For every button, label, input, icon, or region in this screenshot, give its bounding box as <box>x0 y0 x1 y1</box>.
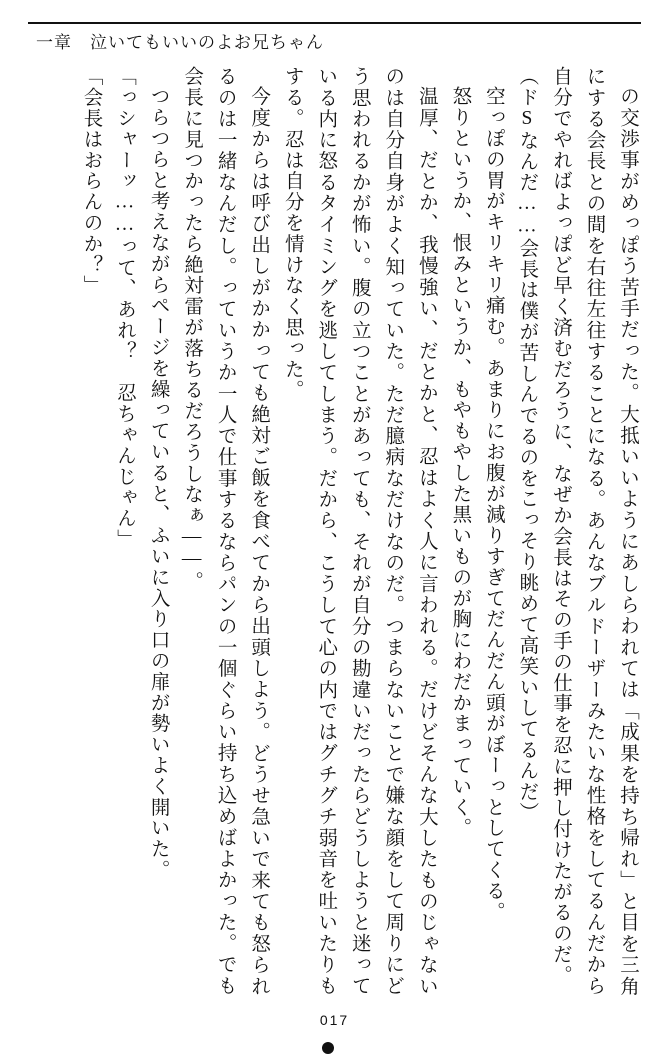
chapter-label: 一章 <box>36 33 72 52</box>
paragraph: 今度からは呼び出しがかかっても絶対ご飯を食べてから出頭しよう。どうせ急いで来ても怒られるのは一緒なんだし。っていうか一人で仕事するならパンの一個ぐらい持ち込めばよかった。でも会長に見つかったら絶対雷が落ちるだろうしなぁ――。 <box>181 66 270 996</box>
page-edge-mark <box>322 1042 334 1054</box>
page-number: 017 <box>319 1012 350 1028</box>
paragraph: 空っぽの胃がキリキリ痛む。あまりにお腹が減りすぎてだんだん頭がぼーっとしてくる。 <box>482 85 504 922</box>
vertical-text-block <box>24 66 644 996</box>
paragraph: 「会長はおらんのか？」 <box>80 66 102 296</box>
paragraph: 怒りというか、恨みというか、もやもやした黒いものが胸にわだかまっていく。 <box>449 85 471 838</box>
header-rule <box>28 22 641 24</box>
chapter-title: 泣いてもいいのよお兄ちゃん <box>90 33 324 52</box>
paragraph: （ドSなんだ……会長は僕が苦しんでるのをこっそり眺めて高笑いしてるんだ） <box>516 66 538 823</box>
body-text-area <box>24 66 644 996</box>
paragraph: 温厚、だとか、我慢強い、だとかと、忍はよく人に言われる。だけどそんな大したものじゃないのは自分自身がよく知っていた。ただ臆病なだけなのだ。つまらないことで嫌な顔をして周りにどう思われるかが怖い。腹の立つことがあっても、それが自分の勘違いだったらどうしようと迷っている内に怒るタイミングを逃してしまう。だから、こうして心の内ではグチグチ弱音を吐いたりもする。忍は自分を情けなく思った。 <box>281 66 437 996</box>
paragraph: の交渉事がめっぽう苦手だった。大抵いいようにあしらわれては「成果を持ち帰れ」と目を三角にする会長との間を右往左往することになる。あんなブルドーザーみたいな性格をしてるんだから自分でやればよっぽど早く済むだろうに、なぜか会長はその手の仕事を忍に押し付けたがるのだ。 <box>549 66 638 996</box>
paragraph: 「っシャーッ……って、あれ？ 忍ちゃんじゃん」 <box>114 66 136 550</box>
paragraph: つらつらと考えながらページを繰っていると、ふいに入り口の扉が勢いよく開いた。 <box>147 85 169 880</box>
running-header <box>36 28 324 53</box>
